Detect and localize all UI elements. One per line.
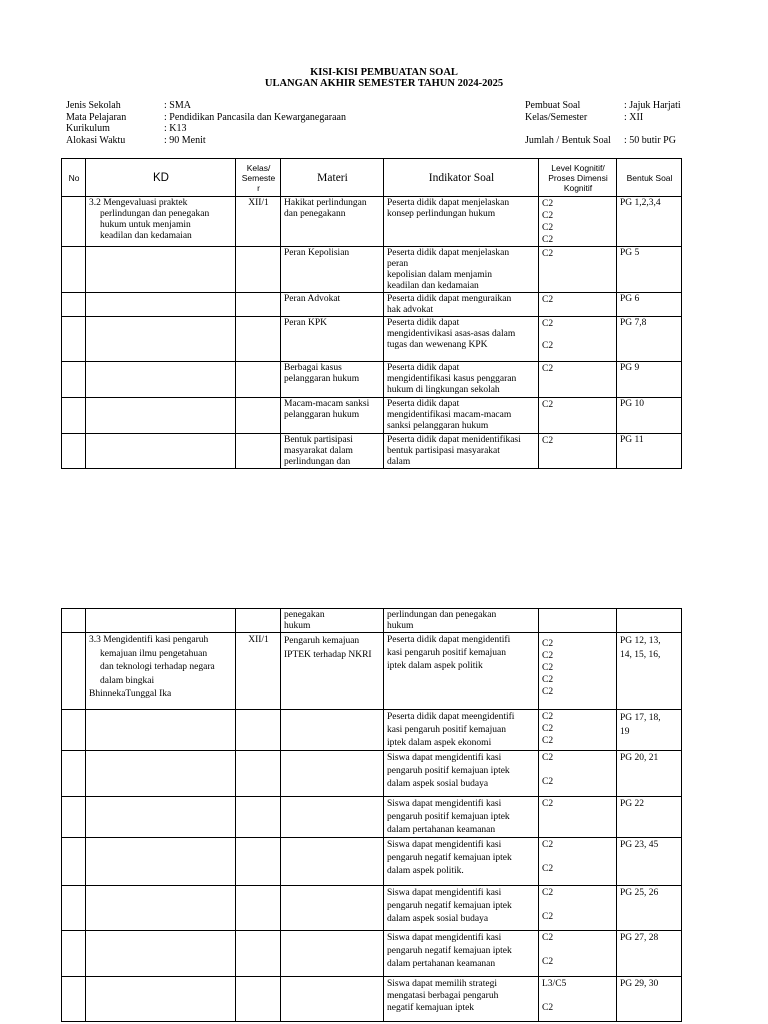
cell-level [539,434,617,469]
meta-label: Mata Pelajaran [66,111,127,123]
meta-value: : Jajuk Harjati [624,100,681,111]
indikator-line: hukum di lingkungan sekolah [387,385,500,395]
materi-line: Pengaruh kemajuan [284,636,360,646]
meta-value: : XII [624,111,644,123]
cell-kd [86,362,236,398]
cell-indikator [384,710,539,751]
level-spacer [542,330,614,340]
level-value: L3/C5 [542,979,567,989]
header-level-line-3: Kognitif [563,183,593,193]
cell-bentuk: PG 9 [617,362,682,398]
cell-no [62,838,86,886]
cell-materi [281,977,384,1022]
cell-kelas [236,317,281,362]
cell-kd [86,197,236,247]
materi-line: pelanggaran hukum [284,374,360,384]
cell-indikator [384,886,539,931]
indikator-line: Siswa dapat mengidentifi kasi [387,753,502,763]
cell-level [539,931,617,977]
cell-materi [281,710,384,751]
bentuk-line: PG 17, 18, [620,713,661,723]
header-kelas-line-3: r [257,183,260,193]
indikator-line: iptek dalam aspek ekonomi [387,738,492,748]
level-spacer [542,899,614,911]
materi-line: Peran Kepolisian [284,248,350,258]
cell-indikator [384,633,539,710]
cell-bentuk [617,977,682,1022]
cell-kelas [236,434,281,469]
table-row [62,751,682,797]
materi-line: Hakikat perlindungan [284,198,367,208]
header-kelas-line-1: Kelas/ [246,163,271,173]
cell-kelas [236,293,281,317]
cell-level [539,977,617,1022]
header-level-line-1: Level Kognitif/ [551,163,605,173]
cell-no [62,434,86,469]
indikator-line: dalam aspek sosial budaya [387,779,489,789]
cell-bentuk [617,751,682,797]
level-value: C2 [542,249,554,259]
cell-indikator [384,797,539,838]
indikator-line: Peserta didik dapat menguraikan [387,294,512,304]
cell-materi [281,197,384,247]
indikator-line: pengaruh positif kemajuan iptek [387,812,510,822]
cell-indikator [384,247,539,293]
cell-no [62,609,86,633]
materi-line: Peran KPK [284,318,328,328]
table-row [62,838,682,886]
cell-kelas: XII/1 [236,197,281,247]
header-kelas-semester [236,159,281,197]
indikator-line: pengaruh negatif kemajuan iptek [387,901,512,911]
cell-indikator [384,293,539,317]
materi-line: Macam-macam sanksi [284,399,370,409]
cell-materi [281,609,384,633]
table-row [62,977,682,1022]
header-bentuk-soal: Bentuk Soal [617,159,682,197]
indikator-line: mengidentivikasi asas-asas dalam [387,329,516,339]
cell-materi [281,362,384,398]
table-header-row [62,159,682,197]
indikator-line: mengidentifikasi macam-macam [387,410,512,420]
cell-bentuk [617,838,682,886]
cell-level [539,838,617,886]
indikator-line: dalam pertahanan keamanan [387,825,496,835]
level-value: C2 [542,753,554,763]
cell-materi [281,247,384,293]
meta-label: Kelas/Semester [525,111,588,123]
indikator-line: dalam aspek politik. [387,866,464,876]
indikator-line: dalam aspek sosial budaya [387,914,489,924]
level-value: C2 [542,912,554,922]
level-value: C2 [542,663,554,673]
meta-row-jenis-sekolah [66,100,346,112]
level-value: C2 [542,400,554,410]
cell-materi [281,293,384,317]
cell-level [539,751,617,797]
level-value: C2 [542,235,554,245]
indikator-line: Peserta didik dapat menjelaskan [387,248,510,258]
materi-line: IPTEK terhadap NKRI [284,650,372,660]
table-row [62,931,682,977]
meta-value: : 90 Menit [164,134,206,146]
indikator-line: keadilan dan kedamaian [387,281,479,291]
cell-indikator [384,317,539,362]
indikator-line: negatif kemajuan iptek [387,1003,475,1013]
materi-line: Berbagai kasus [284,363,342,373]
table-row [62,633,682,710]
meta-value: : Pendidikan Pancasila dan Kewarganegaraan [164,111,346,123]
level-value: C2 [542,639,554,649]
cell-materi [281,434,384,469]
cell-no [62,293,86,317]
indikator-line: Peserta didik dapat [387,318,460,328]
table-row [62,886,682,931]
indikator-line: dalam [387,457,411,467]
indikator-line: Siswa dapat memilih strategi [387,979,498,989]
cell-no [62,362,86,398]
cell-no [62,931,86,977]
level-value: C2 [542,933,554,943]
header-no: No [62,159,86,197]
cell-materi [281,751,384,797]
cell-materi [281,398,384,434]
indikator-line: Peserta didik dapat [387,363,460,373]
cell-materi [281,633,384,710]
materi-line: pelanggaran hukum [284,410,360,420]
kd-line: hukum untuk menjamin [100,220,191,230]
bentuk-line: PG 22 [620,799,645,809]
materi-line: perlindungan dan [284,457,351,467]
cell-level [539,293,617,317]
cell-kd [86,293,236,317]
cell-bentuk: PG 1,2,3,4 [617,197,682,247]
indikator-line: kepolisian dalam menjamin [387,270,493,280]
document-title-line-2: ULANGAN AKHIR SEMESTER TAHUN 2024-2025 [264,78,504,89]
cell-kd [86,931,236,977]
indikator-line: bentuk partisipasi masyarakat [387,446,500,456]
cell-bentuk: PG 11 [617,434,682,469]
meta-value: : K13 [164,123,187,134]
level-value: C2 [542,840,554,850]
indikator-line: Peserta didik dapat meengidentifi [387,712,515,722]
cell-bentuk: PG 6 [617,293,682,317]
meta-row-alokasi-waktu [66,135,346,147]
bentuk-line: PG 23, 45 [620,840,659,850]
meta-label: Jenis Sekolah [66,100,121,111]
cell-kd [86,838,236,886]
bentuk-line: 19 [620,727,630,737]
cell-bentuk: PG 7,8 [617,317,682,362]
indikator-line: mengidentifikasi kasus penggaran [387,374,517,384]
kd-line: dalam bingkai [100,675,155,686]
header-indikator: Indikator Soal [384,159,539,197]
materi-line: Bentuk partisipasi [284,435,353,445]
table-row [62,398,682,434]
cell-indikator [384,197,539,247]
cell-level [539,317,617,362]
table-row [62,317,682,362]
cell-no [62,751,86,797]
cell-materi [281,886,384,931]
bentuk-line: PG 29, 30 [620,979,659,989]
document-title-line-1: KISI-KISI PEMBUATAN SOAL [310,67,458,78]
cell-indikator [384,434,539,469]
kd-line: 3.3 Mengidentifi kasi pengaruh [89,635,209,645]
cell-kd [86,317,236,362]
cell-no [62,398,86,434]
cell-no [62,247,86,293]
level-spacer [542,944,614,956]
level-value: C2 [542,724,554,734]
indikator-line: pengaruh negatif kemajuan iptek [387,853,512,863]
cell-bentuk [617,797,682,838]
cell-indikator [384,838,539,886]
cell-level [539,797,617,838]
indikator-line: kasi pengaruh positif kemajuan [387,648,506,658]
level-value: C2 [542,687,554,697]
meta-row-blank [525,123,681,135]
level-value: C2 [542,957,554,967]
cell-indikator [384,398,539,434]
cell-no [62,317,86,362]
cell-level [539,247,617,293]
kd-line: kemajuan ilmu pengetahuan [100,648,208,659]
cell-kd [86,398,236,434]
kd-line: 3.2 Mengevaluasi praktek [89,198,188,208]
cell-kelas [236,977,281,1022]
kd-line: dan teknologi terhadap negara [100,662,215,672]
meta-left-block [66,100,346,146]
meta-label: Jumlah / Bentuk Soal [525,134,611,146]
cell-bentuk [617,609,682,633]
indikator-line: konsep perlindungan hukum [387,209,496,219]
kisi-kisi-table-page-1 [61,158,682,469]
indikator-line: hak advokat [387,305,434,315]
bentuk-line: 14, 15, 16, [620,650,661,660]
cell-kelas [236,398,281,434]
cell-kelas [236,247,281,293]
cell-kelas [236,710,281,751]
cell-indikator [384,362,539,398]
indikator-line: Peserta didik dapat menidentifikasi [387,435,521,445]
meta-value: : SMA [164,100,191,111]
cell-kelas [236,362,281,398]
kd-line: BhinnekaTunggal Ika [89,689,172,699]
cell-kd [86,710,236,751]
cell-bentuk [617,710,682,751]
header-level-kognitif [539,159,617,197]
cell-kd [86,609,236,633]
cell-kd [86,797,236,838]
kisi-kisi-table-page-2 [61,608,682,1022]
cell-kd [86,886,236,931]
cell-bentuk [617,931,682,977]
cell-level [539,398,617,434]
bentuk-line: PG 25, 26 [620,888,659,898]
cell-indikator [384,931,539,977]
indikator-line: kasi pengaruh positif kemajuan [387,725,506,735]
cell-kelas [236,609,281,633]
cell-materi [281,931,384,977]
cell-kd [86,977,236,1022]
level-value: C2 [542,211,554,221]
indikator-line: dalam pertahanan keamanan [387,959,496,969]
cell-kd [86,633,236,710]
indikator-line: peran [387,259,409,269]
indikator-line: iptek dalam aspek politik [387,661,483,671]
level-value: C2 [542,675,554,685]
level-value: C2 [542,364,554,374]
cell-no [62,197,86,247]
cell-indikator [384,751,539,797]
cell-kd [86,434,236,469]
cell-bentuk: PG 5 [617,247,682,293]
cell-kelas [236,886,281,931]
level-value: C2 [542,1003,554,1013]
indikator-line: Peserta didik dapat mengidentifi [387,635,511,645]
meta-label: Pembuat Soal [525,100,581,111]
cell-level [539,633,617,710]
cell-level [539,197,617,247]
indikator-line: mengatasi berbagai pengaruh [387,991,499,1001]
cell-indikator [384,609,539,633]
level-value: C2 [542,712,554,722]
materi-line: hukum [284,621,311,631]
level-spacer [542,851,614,863]
indikator-line: Siswa dapat mengidentifi kasi [387,840,502,850]
meta-row-mata-pelajaran [66,112,346,124]
header-kelas-line-2: Semeste [241,173,276,183]
bentuk-line: PG 12, 13, [620,636,661,646]
cell-kelas [236,751,281,797]
cell-materi [281,797,384,838]
table-row [62,434,682,469]
level-value: C2 [542,651,554,661]
cell-no [62,797,86,838]
meta-row-kurikulum [66,123,346,135]
indikator-line: Peserta didik dapat [387,399,460,409]
cell-kelas: XII/1 [236,633,281,710]
cell-materi [281,838,384,886]
meta-label: Alokasi Waktu [66,134,126,146]
materi-line: dan penegakann [284,209,346,219]
cell-level [539,710,617,751]
kd-line: keadilan dan kedamaian [100,231,192,241]
header-level-line-2: Proses Dimensi [548,173,608,183]
cell-kd [86,247,236,293]
level-value: C2 [542,888,554,898]
level-value: C2 [542,436,554,446]
cell-bentuk [617,633,682,710]
table-row [62,197,682,247]
meta-row-pembuat-soal [525,100,681,112]
table-row [62,247,682,293]
indikator-line: sanksi pelanggaran hukum [387,421,489,431]
meta-label: Kurikulum [66,123,110,134]
cell-no [62,886,86,931]
indikator-line: pengaruh positif kemajuan iptek [387,766,510,776]
level-value: C2 [542,295,554,305]
level-spacer [542,990,614,1002]
materi-line: masyarakat dalam [284,446,353,456]
meta-row-kelas-semester [525,112,681,124]
indikator-line: Siswa dapat mengidentifi kasi [387,799,502,809]
level-spacer [542,764,614,776]
cell-no [62,633,86,710]
meta-value: : 50 butir PG [624,134,676,146]
indikator-line: hukum [387,621,414,631]
cell-level [539,609,617,633]
indikator-line: Peserta didik dapat menjelaskan [387,198,510,208]
table-row [62,293,682,317]
table-row [62,710,682,751]
kd-line: perlindungan dan penegakan [100,209,210,219]
header-materi: Materi [281,159,384,197]
meta-row-jumlah-bentuk [525,135,681,147]
cell-kd [86,751,236,797]
materi-line: Peran Advokat [284,294,341,304]
meta-right-block [525,100,681,146]
cell-indikator [384,977,539,1022]
header-kd: KD [86,159,236,197]
cell-kelas [236,797,281,838]
table-row [62,797,682,838]
bentuk-line: PG 20, 21 [620,753,659,763]
level-value: C2 [542,864,554,874]
indikator-line: Siswa dapat mengidentifi kasi [387,888,502,898]
cell-materi [281,317,384,362]
level-value: C2 [542,319,554,329]
indikator-line: perlindungan dan penegakan [387,610,497,620]
materi-line: penegakan [284,610,325,620]
cell-bentuk: PG 10 [617,398,682,434]
level-value: C2 [542,341,554,351]
cell-kelas [236,931,281,977]
cell-bentuk [617,886,682,931]
cell-no [62,710,86,751]
cell-no [62,977,86,1022]
level-value: C2 [542,223,554,233]
cell-level [539,362,617,398]
level-value: C2 [542,777,554,787]
table-row [62,609,682,633]
indikator-line: pengaruh negatif kemajuan iptek [387,946,512,956]
table-row [62,362,682,398]
level-value: C2 [542,199,554,209]
bentuk-line: PG 27, 28 [620,933,659,943]
indikator-line: tugas dan wewenang KPK [387,340,488,350]
level-value: C2 [542,736,554,746]
cell-kelas [236,838,281,886]
cell-level [539,886,617,931]
level-value: C2 [542,799,554,809]
indikator-line: Siswa dapat mengidentifi kasi [387,933,502,943]
